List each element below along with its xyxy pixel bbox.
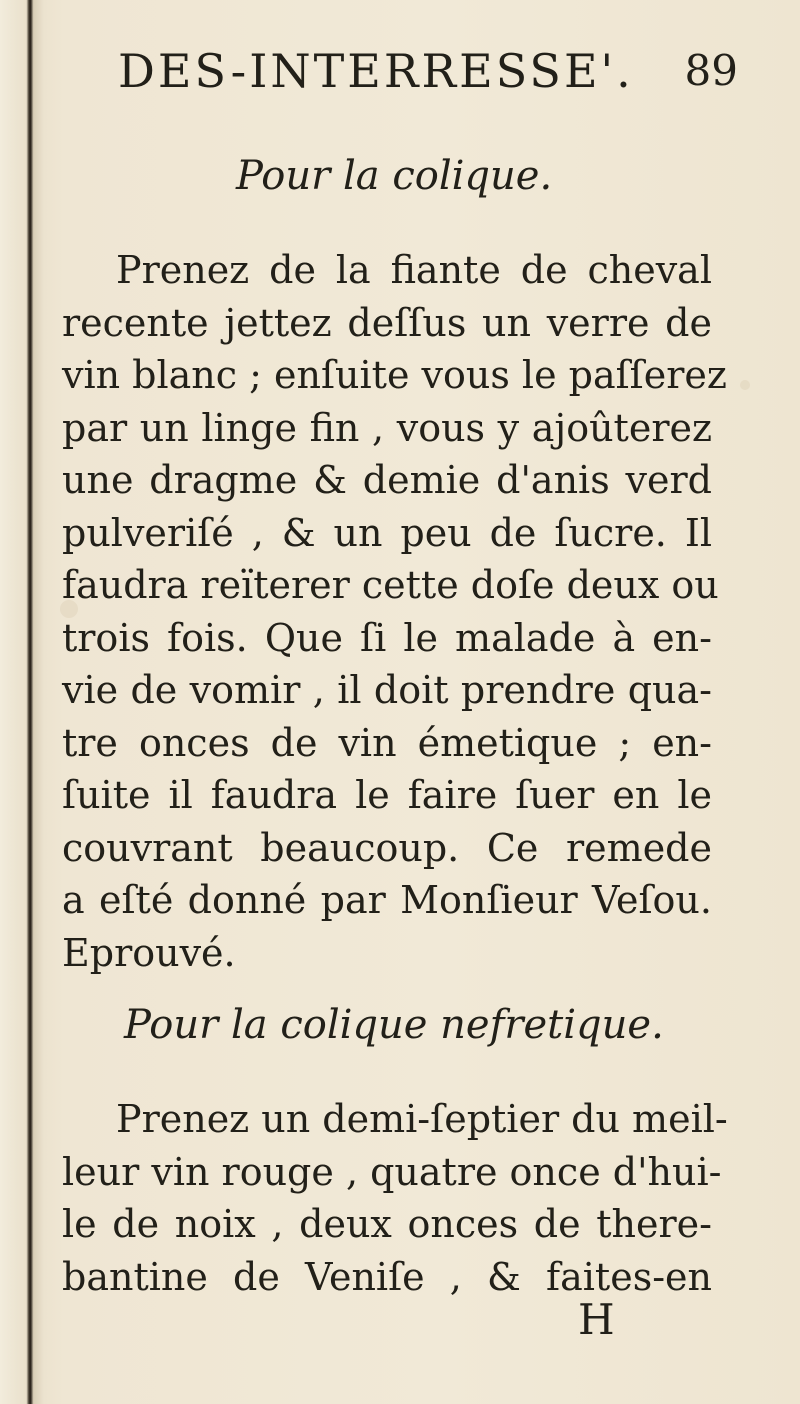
section-heading: Pour la colique. [236, 153, 553, 199]
signature-mark: H [578, 1295, 615, 1344]
text-line: Prenez de la fiante de cheval [116, 248, 712, 292]
text-line: recente jettez deſſus un verre de [62, 300, 712, 345]
running-head: DES-INTERRESSE'. [118, 44, 634, 98]
text-line: une dragme & demie d'anis verd [62, 458, 712, 502]
text-line: ſuite il faudra le faire ſuer en le [62, 773, 712, 817]
text-line: par un linge fin , vous y ajoûterez [62, 405, 712, 450]
text-line: trois fois. Que ſi le malade à en- [62, 615, 712, 660]
page-number: 89 [684, 46, 738, 95]
paper-spot [740, 380, 750, 390]
recipe-paragraph [62, 1093, 728, 1303]
text-line: leur vin rouge , quatre once d'hui- [62, 1149, 722, 1194]
page-binding-edge [0, 0, 44, 1404]
section-heading: Pour la colique nefretique. [124, 1002, 664, 1048]
text-line: Prenez un demi-ſeptier du meil- [116, 1097, 728, 1141]
text-line: vie de vomir , il doit prendre qua- [62, 668, 712, 712]
text-line: a eſté donné par Monſieur Veſou. [62, 878, 712, 922]
text-line: bantine de Veniſe , & faites-en [62, 1254, 712, 1299]
text-line: pulveriſé , & un peu de ſucre. Il [62, 510, 712, 555]
text-line: le de noix , deux onces de there- [62, 1202, 712, 1246]
text-line: faudra reïterer cette doſe deux ou [62, 563, 719, 607]
text-line: vin blanc ; enſuite vous le paſſerez [62, 353, 727, 397]
text-line: Eprouvé. [62, 930, 236, 975]
text-line: couvrant beaucoup. Ce remede [62, 825, 712, 870]
page-header [118, 36, 738, 106]
recipe-paragraph [62, 244, 727, 979]
text-line: tre onces de vin émetique ; en- [62, 720, 712, 765]
